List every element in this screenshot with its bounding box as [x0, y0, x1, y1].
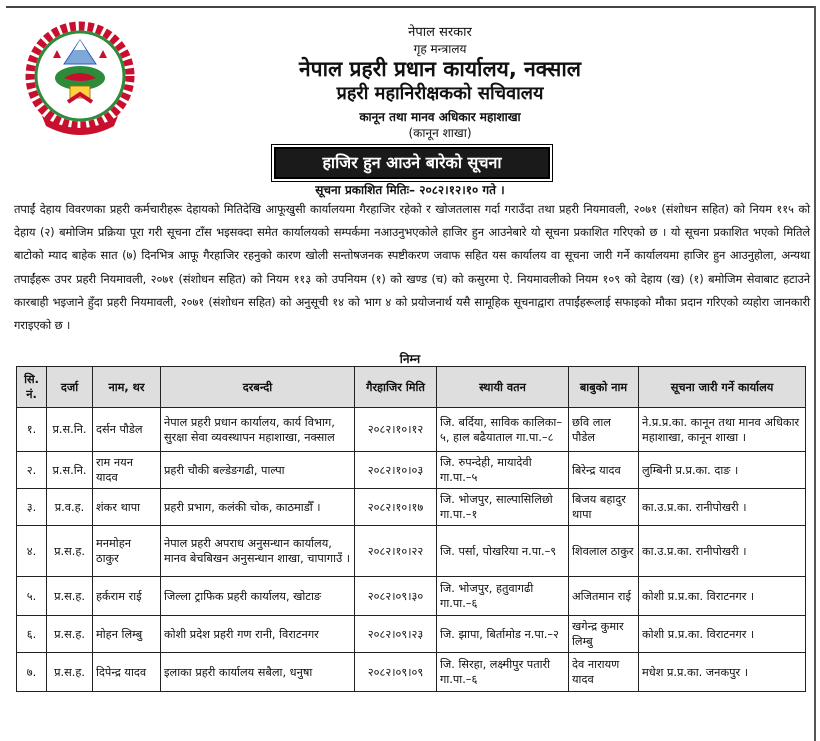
top-rule [6, 6, 814, 8]
right-rule [814, 6, 816, 741]
table-row [17, 408, 806, 452]
cell-office: का.उ.प्र.का. रानीपोखरी । [639, 489, 806, 526]
absentee-table [16, 366, 806, 692]
cell-rank: प्र.स.ह. [47, 577, 93, 616]
cell-date: २०८२।०९।३० [355, 577, 437, 616]
cell-post: प्रहरी चौकी बल्डेङगढी, पाल्पा [161, 452, 355, 489]
cell-father: छवि लाल पौडेल [569, 408, 639, 452]
cell-post: नेपाल प्रहरी अपराध अनुसन्धान कार्यालय, मानव बेचबिखन अनुसन्धान शाखा, चापागाउँ । [161, 526, 355, 577]
cell-post: इलाका प्रहरी कार्यालय सबैला, धनुषा [161, 653, 355, 692]
header-post: दरबन्दी [161, 367, 355, 408]
cell-name: हर्कराम राई [93, 577, 161, 616]
header-issuing-office: सूचना जारी गर्ने कार्यालय [639, 367, 806, 408]
table-row [17, 452, 806, 489]
cell-sn: २. [17, 452, 47, 489]
header-ministry: गृह मन्त्रालय [413, 42, 467, 56]
cell-office: ने.प्र.प्र.का. कानून तथा मानव अधिकार महाशाखा, कानून शाखा । [639, 408, 806, 452]
cell-post: जिल्ला ट्राफिक प्रहरी कार्यालय, खोटाङ [161, 577, 355, 616]
cell-date: २०८२।१०।१२ [355, 408, 437, 452]
cell-rank: प्र.स.ह. [47, 526, 93, 577]
cell-office: कोशी प्र.प्र.का. विराटनगर । [639, 616, 806, 653]
header-rank: दर्जा [47, 367, 93, 408]
cell-office: लुम्बिनी प्र.प्र.का. दाङ । [639, 452, 806, 489]
cell-sn: ७. [17, 653, 47, 692]
cell-office: मधेश प्र.प्र.का. जनकपुर । [639, 653, 806, 692]
cell-father: बिजय बहादुर थापा [569, 489, 639, 526]
cell-address: जि. बर्दिया, साविक कालिका–५, हाल बढैयाताल गा.पा.–८ [437, 408, 569, 452]
cell-name: दर्सन पौडेल [93, 408, 161, 452]
published-date: सूचना प्रकाशित मितिः– २०८२।१२।१० गते । [315, 183, 505, 197]
cell-address: जि. भोजपुर, हतुवागढी गा.पा.–६ [437, 577, 569, 616]
cell-date: २०८२।१०।२२ [355, 526, 437, 577]
header-government: नेपाल सरकार [408, 25, 472, 40]
cell-date: २०८२।०९।२३ [355, 616, 437, 653]
cell-father: शिवलाल ठाकुर [569, 526, 639, 577]
cell-sn: ६. [17, 616, 47, 653]
header-absent-date: गैरहाजिर मिति [355, 367, 437, 408]
cell-address: जि. झापा, बिर्तामोड न.पा.–२ [437, 616, 569, 653]
cell-post: कोशी प्रदेश प्रहरी गण रानी, विराटनगर [161, 616, 355, 653]
header-father: बाबुको नाम [569, 367, 639, 408]
cell-office: का.उ.प्र.का. रानीपोखरी । [639, 526, 806, 577]
header-address: स्थायी वतन [437, 367, 569, 408]
table-row [17, 653, 806, 692]
cell-sn: ५. [17, 577, 47, 616]
cell-date: २०८२।१०।१७ [355, 489, 437, 526]
header-section: (कानून शाखा) [408, 126, 472, 140]
table-header-row [17, 367, 806, 408]
header-office: नेपाल प्रहरी प्रधान कार्यालय, नक्साल [298, 57, 582, 81]
list-heading: निम्न [399, 352, 421, 366]
cell-name: मनमोहन ठाकुर [93, 526, 161, 577]
cell-name: शंकर थापा [93, 489, 161, 526]
header-name: नाम, थर [93, 367, 161, 408]
header-sn: सि. नं. [17, 367, 47, 408]
cell-date: २०८२।१०।०३ [355, 452, 437, 489]
cell-rank: प्र.स.ह. [47, 653, 93, 692]
cell-address: जि. रुपन्देही, मायादेवी गा.पा.–५ [437, 452, 569, 489]
cell-rank: प्र.स.ह. [47, 616, 93, 653]
table-row [17, 577, 806, 616]
nepal-emblem-icon [24, 20, 136, 138]
cell-father: बिरेन्द्र यादव [569, 452, 639, 489]
cell-sn: १. [17, 408, 47, 452]
cell-post: नेपाल प्रहरी प्रधान कार्यालय, कार्य विभाग, सुरक्षा सेवा व्यवस्थापन महाशाखा, नक्साल [161, 408, 355, 452]
cell-address: जि. भोजपुर, साल्पासिलिछो गा.पा.–१ [437, 489, 569, 526]
table-row [17, 526, 806, 577]
notice-body: तपाईं देहाय विवरणका प्रहरी कर्मचारीहरू देहायको मितिदेखि आफूखुसी कार्यालयमा गैरहाजिर रहेको र खोजतलास गर्दा गराउँदा तथा प्रहरी नियमावली, २०७१ (संशोधन सहित) को नियम ११५ को देहाय (२) बमोजिम प्रक्रिया पूरा गरी सूचना टाँस भइसक्दा समेत कार्यालयको सम्पर्कमा नआउनुभएकोले हाजिर हुन आउनेबारे यो सूचना प्रकाशित गरिएको छ । यो सूचना प्रकाशित भएको मितिले बाटोको म्याद बाहेक सात (७) दिनभित्र आफू गैरहाजिर रहनुको कारण खोली सन्तोषजनक स्पष्टीकरण जवाफ सहित यस कार्यालय वा सूचना जारी गर्ने कार्यालयमा हाजिर हुन आउनुहोला, अन्यथा तपाईंहरू उपर प्रहरी नियमावली, २०७१ (संशोधन सहित) को नियम ११३ को उपनियम (१) को खण्ड (च) को कसुरमा ऐ. नियमावलीको नियम १०९ को देहाय (ख) (१) बमोजिम सेवाबाट हटाउने कारबाही भइजाने हुँदा प्रहरी नियमावली, २०७१ (संशोधन सहित) को अनुसूची १४ को भाग ४ को प्रयोजनार्थ यसै सामूहिक सूचनाद्वारा तपाईंहरूलाई सफाइको मौका प्रदान गरिएको व्यहोरा जानकारी गराइएको छ । [14, 202, 810, 333]
table-row [17, 489, 806, 526]
cell-rank: प्र.स.नि. [47, 452, 93, 489]
cell-rank: प्र.स.नि. [47, 408, 93, 452]
header-secretariat: प्रहरी महानिरीक्षकको सचिवालय [336, 83, 544, 104]
cell-sn: ४. [17, 526, 47, 577]
cell-name: मोहन लिम्बु [93, 616, 161, 653]
cell-post: प्रहरी प्रभाग, कलंकी चोक, काठमाडौँ । [161, 489, 355, 526]
table-row [17, 616, 806, 653]
header-division: कानून तथा मानव अधिकार महाशाखा [359, 110, 521, 124]
cell-address: जि. पर्सा, पोखरिया न.पा.–९ [437, 526, 569, 577]
cell-name: दिपेन्द्र यादव [93, 653, 161, 692]
cell-name: राम नयन यादव [93, 452, 161, 489]
cell-date: २०८२।०९।०९ [355, 653, 437, 692]
cell-sn: ३. [17, 489, 47, 526]
cell-office: कोशी प्र.प्र.का. विराटनगर । [639, 577, 806, 616]
cell-rank: प्र.व.ह. [47, 489, 93, 526]
notice-title: हाजिर हुन आउने बारेको सूचना [274, 147, 550, 179]
cell-father: देव नारायण यादव [569, 653, 639, 692]
cell-father: अजितमान राई [569, 577, 639, 616]
cell-father: खगेन्द्र कुमार लिम्बु [569, 616, 639, 653]
cell-address: जि. सिरहा, लक्ष्मीपुर पतारी गा.पा.–६ [437, 653, 569, 692]
